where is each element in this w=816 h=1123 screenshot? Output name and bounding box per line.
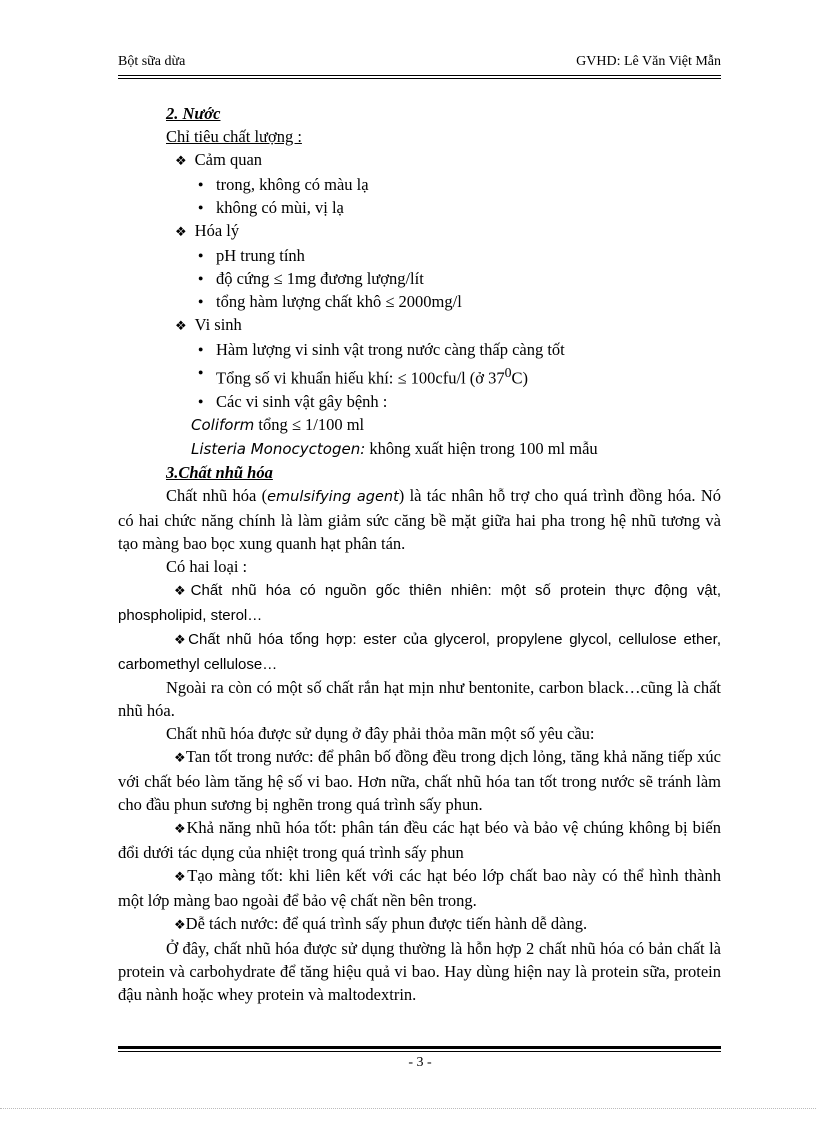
paragraph-text: Chất nhũ hóa tổng hợp: ester của glycerol, propylene glycol, cellulose ether, carbomethyl cellulose… (118, 630, 721, 673)
paragraph-text: Chất nhũ hóa có nguồn gốc thiên nhiên: một số protein thực động vật, phospholipid, sterol… (118, 581, 722, 624)
paragraph-text: Khả năng nhũ hóa tốt: phân tán đều các hạt béo và bảo vệ chúng không bị biến đổi dưới tác dụng của nhiệt trong quá trình sấy phun (118, 817, 722, 862)
diamond-bullet-icon: ❖ (175, 154, 187, 169)
page-number: - 3 - (408, 1055, 432, 1070)
diamond-bullet-icon: ❖ (174, 750, 186, 766)
section-2-title: 2. Nước (166, 104, 221, 123)
list-item: ● không có mùi, vị lạ (198, 196, 721, 219)
page-body (118, 102, 721, 1006)
header-title: Bột sữa dừa (118, 54, 186, 69)
paragraph: Ngoài ra còn có một số chất rắn hạt mịn như bentonite, carbon black…cũng là chất nhũ hóa. (118, 677, 721, 720)
criteria-label: Vi sinh (194, 315, 242, 334)
listeria-limit: không xuất hiện trong 100 ml mẫu (365, 438, 598, 458)
paragraph-text: Chất nhũ hóa ( (166, 485, 268, 505)
diamond-bullet-icon: ❖ (174, 821, 187, 837)
paragraph (118, 745, 721, 816)
diamond-bullet-icon: ❖ (174, 869, 188, 885)
criteria-label: Hóa lý (194, 221, 240, 240)
list-item: ● pH trung tính (198, 244, 721, 267)
paragraph (118, 484, 721, 555)
listeria-line (191, 437, 721, 461)
coliform-line (191, 413, 721, 437)
paragraph-text: Tạo màng tốt: khi liên kết với các hạt béo lớp chất bao này có thể hình thành một lớp màng bao ngoài để bảo vệ chất nền bên trong. (118, 865, 721, 910)
paragraph-text: Dễ tách nước: để quá trình sấy phun được tiến hành dễ dàng. (185, 913, 588, 933)
paragraph: Ở đây, chất nhũ hóa được sử dụng thường là hỗn hợp 2 chất nhũ hóa có bản chất là protein và carbohydrate để tăng hiệu quả vi bao. Hay dùng hiện nay là protein sữa, protein đậu nành hoặc whey protein và maltodextrin. (118, 938, 721, 1004)
paragraph (118, 912, 721, 937)
aerobic-count-unit: C) (511, 368, 528, 388)
section-3-title: 3.Chất nhũ hóa (166, 462, 273, 482)
paragraph (118, 627, 721, 676)
list-item: ● độ cứng ≤ 1mg đương lượng/lít (198, 267, 721, 290)
paragraph: Có hai loại : (166, 556, 248, 576)
listeria-name: Listeria Monocyctogen: (191, 439, 366, 458)
diamond-bullet-icon: ❖ (175, 319, 187, 334)
diamond-bullet-icon: ❖ (174, 583, 191, 599)
paragraph-text: Tan tốt trong nước: để phân bố đồng đều trong dịch lỏng, tăng khả năng tiếp xúc với chất béo làm tăng hệ số vi bao. Hơn nữa, chất nhũ hóa tan tốt trong nước sẽ tránh làm cho đầu phun sương bị nghẽn trong quá trình sấy phun. (118, 746, 721, 814)
list-item: ● Hàm lượng vi sinh vật trong nước càng thấp càng tốt (198, 338, 721, 361)
criteria-label: Cảm quan (194, 150, 263, 169)
paragraph (118, 864, 721, 912)
coliform-name: Coliform (191, 415, 255, 434)
footer-rule-inner (118, 1051, 721, 1052)
page-header (118, 52, 721, 74)
list-item: ● trong, không có màu lạ (198, 173, 721, 196)
coliform-limit: tổng ≤ 1/100 ml (254, 414, 365, 434)
list-item: ● Các vi sinh vật gây bệnh : (198, 390, 721, 413)
criteria-sensory (175, 148, 721, 173)
aerobic-count-text: Tổng số vi khuẩn hiếu khí: ≤ 100cfu/l (ở 37 (216, 368, 505, 388)
paragraph (118, 816, 721, 864)
list-item (198, 361, 721, 390)
list-item: ● tổng hàm lượng chất khô ≤ 2000mg/l (198, 290, 721, 313)
criteria-physicochemical (175, 219, 721, 244)
emphasis-text: emulsifying agent (267, 488, 399, 505)
paragraph (118, 578, 721, 627)
footer-rule (118, 1046, 721, 1049)
paragraph: Chất nhũ hóa được sử dụng ở đây phải thỏa mãn một số yêu cầu: (166, 723, 595, 743)
header-instructor: GVHD: Lê Văn Việt Mẫn (576, 54, 721, 69)
diamond-bullet-icon: ❖ (175, 225, 187, 240)
superscript-zero: 0 (504, 365, 512, 380)
paragraph-text: ) là tác nhân hỗ trợ cho quá trình đồng hóa. Nó có hai chức năng chính là làm giảm sức căng bề mặt giữa hai pha trong hệ nhũ tương và tạo màng bao bọc xung quanh hạt phân tán. (118, 485, 722, 553)
quality-criteria-subtitle: Chỉ tiêu chất lượng : (166, 127, 302, 146)
diamond-bullet-icon: ❖ (174, 632, 189, 648)
header-rule-inner (118, 78, 721, 79)
criteria-microbiology (175, 313, 721, 338)
diamond-bullet-icon: ❖ (174, 917, 186, 933)
page-break-line (0, 1108, 816, 1109)
header-rule (118, 75, 721, 76)
